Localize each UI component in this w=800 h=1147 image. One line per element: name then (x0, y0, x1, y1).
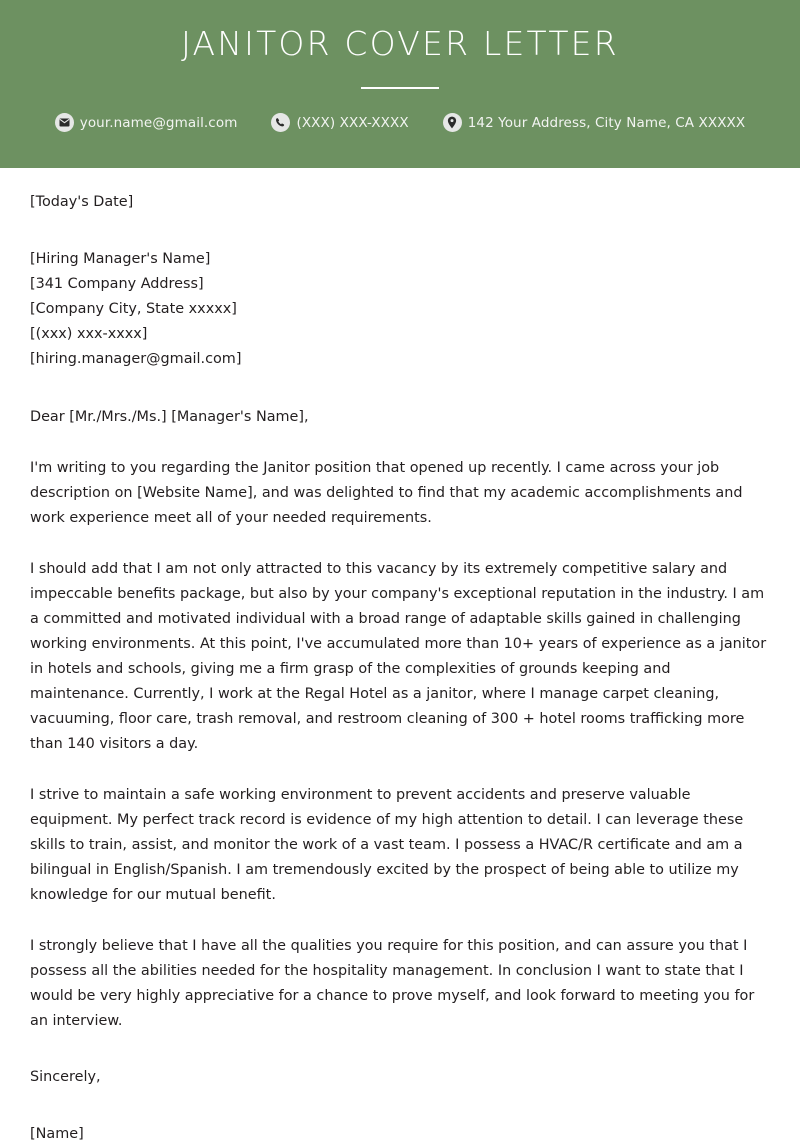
date-block (30, 190, 770, 215)
recipient-block (30, 247, 770, 372)
title-divider (361, 87, 439, 89)
letter-paragraph-3: I strive to maintain a safe working environment to prevent accidents and preserve valuable equipment. My perfect track record is evidence of my high attention to detail. I can leverage these skills to train, assist, and monitor the work of a vast team. I possess a HVAC/R certificate and am a bilingual in English/Spanish. I am tremendously excited by the prospect of being able to utilize my knowledge for our mutual benefit. (30, 787, 744, 903)
contact-address-text: 142 Your Address, City Name, CA XXXXX (467, 114, 746, 131)
recipient-line-email: [hiring.manager@gmail.com] (30, 351, 242, 367)
salutation-block (30, 405, 770, 430)
page-title: JANITOR COVER LETTER (181, 24, 619, 63)
recipient-line-address: [341 Company Address] (30, 276, 204, 292)
signature-block (30, 1122, 770, 1147)
contact-email-text: your.name@gmail.com (79, 114, 238, 131)
contact-row (55, 113, 746, 132)
contact-phone-text: (XXX) XXX-XXXX (296, 114, 409, 131)
closing-text: Sincerely, (30, 1069, 101, 1085)
phone-icon (271, 113, 290, 132)
location-pin-icon (443, 113, 462, 132)
letter-paragraph-4: I strongly believe that I have all the qualities you require for this position, and can assure you that I possess all the abilities needed for the hospitality management. In conclusion I want to state that I would be very highly appreciative for a chance to prove myself, and look forward to meeting you for an interview. (30, 938, 755, 1029)
recipient-line-city: [Company City, State xxxxx] (30, 301, 237, 317)
signature-text: [Name] (30, 1126, 84, 1142)
contact-item-email[interactable] (55, 113, 238, 132)
salutation-text: Dear [Mr./Mrs./Ms.] [Manager's Name], (30, 409, 309, 425)
letter-paragraph-2: I should add that I am not only attracted to this vacancy by its extremely competitive salary and impeccable benefits package, but also by your company's exceptional reputation in the industry. I am a committed and motivated individual with a broad range of adaptable skills gained in challenging working environments. At this point, I've accumulated more than 10+ years of experience as a janitor in hotels and schools, giving me a firm grasp of the complexities of grounds keeping and maintenance. Currently, I work at the Regal Hotel as a janitor, where I manage carpet cleaning, vacuuming, floor care, trash removal, and restroom cleaning of 300 + hotel rooms trafficking more than 140 visitors a day. (30, 561, 767, 752)
recipient-line-name: [Hiring Manager's Name] (30, 251, 211, 267)
letter-paragraph-1: I'm writing to you regarding the Janitor position that opened up recently. I came across your job description on [Website Name], and was delighted to find that my academic accomplishments and work experience meet all of your needed requirements. (30, 460, 743, 526)
recipient-line-phone: [(xxx) xxx-xxxx] (30, 326, 148, 342)
letter-body (0, 190, 800, 1147)
closing-block (30, 1065, 770, 1090)
letter-header (0, 0, 800, 168)
email-icon (55, 113, 74, 132)
contact-item-address[interactable] (443, 113, 746, 132)
date-text: [Today's Date] (30, 194, 134, 210)
contact-item-phone[interactable] (271, 113, 408, 132)
